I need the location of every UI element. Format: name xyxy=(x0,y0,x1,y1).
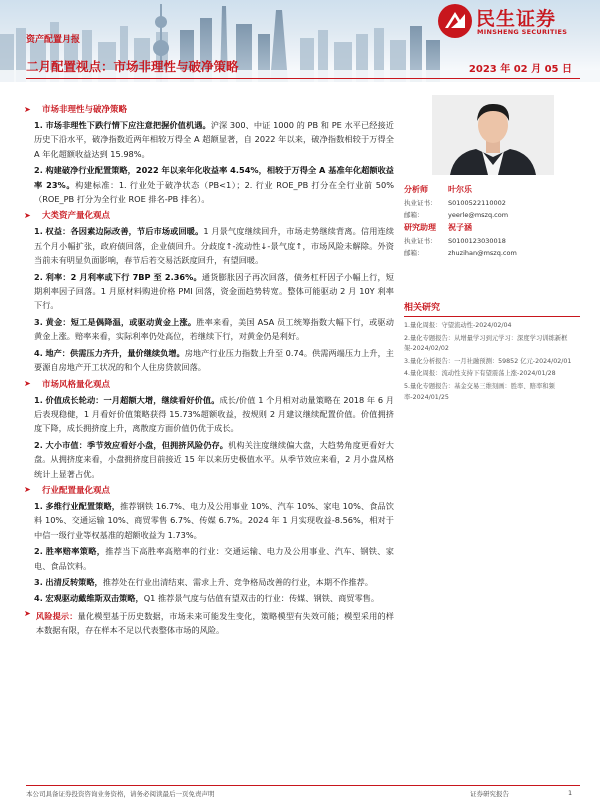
report-date: 2023 年 02 月 05 日 xyxy=(468,64,572,75)
analyst-email-row: 邮箱： yeerle@mszq.com xyxy=(404,211,509,219)
paragraph: 3. 黄金：短工是偶降温，或驱动黄金上涨。胜率来看，美国 ASA 员工统筹指数大幅下行，或驱动黄金上涨。赔率来看，实际利率仍处高位，若继续下行，对黄金仍是利好。 xyxy=(34,316,394,342)
risk-text: 风险提示：量化模型基于历史数据，市场未来可能发生变化，策略模型有失效可能；模型采用的样本数据有限，存在样本不足以代表整体市场的风险。 xyxy=(35,610,394,636)
analyst-photo xyxy=(432,95,554,175)
section-heading-text: 市场风格量化观点 xyxy=(42,379,111,390)
section-heading-text: 大类资产量化观点 xyxy=(42,211,111,222)
footer-divider xyxy=(26,785,580,786)
paragraph: 1. 多维行业配置策略，推荐钢铁 16.7%、电力及公用事业 10%、汽车 10%、家电 10%、食品饮料 10%、交通运输 10%、商贸零售 6.7%、传媒 6.7%。2024 年 1 月实现收益-8.56%，相对于中信一级行业等权基准的超额收益为 1.73%。 xyxy=(34,500,394,540)
paragraph: 1. 价值成长轮动：一月超额大增，继续看好价值。成长/价值 1 个月相对动量策略在 2018 年 6 月后表现稳健，1 月看好价值策略获得 15.73%超额收益，按规则 2 月建议继续配置价值。价值拥挤度下降，成长拥挤度上升，离散度方面价值仍优于成长。 xyxy=(34,394,394,434)
main-content xyxy=(24,100,394,641)
related-research xyxy=(404,300,580,405)
arrow-icon: ➤ xyxy=(24,608,31,618)
analyst-portrait-image xyxy=(432,95,554,175)
header-banner xyxy=(0,0,600,82)
paragraph: 2. 构建破净行业配置策略，2022 年以来年化收益率 4.54%，相较于万得全 A 基准年化超额收益率 23%。构建标准：1. 行业处于破净状态（PB<1）；2. 行业 ROE_PB 打分在全行业前 50%（ROE_PB 打分为全行业 ROE 排名-PB 排名）。 xyxy=(34,165,394,205)
related-research-link[interactable]: 1.量化周报：守望流动性-2024/02/04 xyxy=(404,322,512,329)
page-number: 1 xyxy=(568,789,573,797)
assistant-role-row: 研究助理 祝子涵 xyxy=(404,223,472,232)
arrow-icon: ➤ xyxy=(24,104,31,114)
related-research-link[interactable]: 5.量化专题报告：基金交易三维刻画：胜率、赔率和频率-2024/01/25 xyxy=(404,382,555,401)
logo-text-en: MINSHENG SECURITIES xyxy=(477,28,568,36)
section-heading-text: 行业配置量化观点 xyxy=(42,485,111,496)
section-heading xyxy=(24,209,394,221)
assistant-email-link[interactable]: zhuzihan@mszq.com xyxy=(448,249,517,257)
related-research-link[interactable]: 2.量化专题报告：从增量学习到元学习：深度学习训练新框架-2024/02/02 xyxy=(404,334,568,353)
footer-disclaimer: 本公司具备证券投资咨询业务资格，请务必阅读最后一页免责声明 xyxy=(26,790,215,798)
paragraph: 4. 地产：供需压力齐升，量价继续负增。房地产行业压力指数上升至 0.74。供需两端压力上升，主要源自房地产开工状况的和个人住房贷款回落。 xyxy=(34,347,394,373)
related-research-link[interactable]: 4.量化周报：流动性支持下有望震荡上涨-2024/01/28 xyxy=(404,370,556,378)
report-title: 二月配置视点：市场非理性与破净策略 xyxy=(26,59,239,74)
assistant-cert-row: 执业证书： S0100123030018 xyxy=(404,237,506,245)
related-research-heading: 相关研究 xyxy=(404,300,580,317)
analyst-info xyxy=(404,183,580,259)
analyst-cert-row: 执业证书： S0100522110002 xyxy=(404,199,506,207)
paragraph: 2. 大小市值：季节效应看好小盘，但拥挤风险仍存。机构关注度继续偏大盘，大趋势角度更看好大盘。从拥挤度来看，小盘拥挤度目前接近 15 年以来历史极值水平。从季节效应来看，2 月小盘风格统计上显著占优。 xyxy=(34,439,394,479)
company-logo xyxy=(436,2,596,44)
risk-notice xyxy=(24,609,394,638)
arrow-icon: ➤ xyxy=(24,210,31,220)
arrow-icon: ➤ xyxy=(24,485,31,495)
section-heading xyxy=(24,103,394,115)
section-heading xyxy=(24,378,394,390)
analyst-email-link[interactable]: yeerle@mszq.com xyxy=(448,211,509,219)
header-divider xyxy=(26,78,580,79)
paragraph: 3. 出清反转策略，推荐处在行业出清结束、需求上升、竞争格局改善的行业，本期不作推荐。 xyxy=(34,576,373,587)
logo-mark-icon xyxy=(436,2,474,40)
related-research-link[interactable]: 3.量化分析报告：一月社融预测：59852 亿元-2024/02/01 xyxy=(404,357,572,365)
paragraph: 2. 利率：2 月利率或下行 7BP 至 2.36%。通货膨胀因子再次回落，债务杠杆因子小幅上行，短期利率因子回落。1 月原材料购进价格 PMI 回落，资金面趋势转宽。整体可能驱动 2 月 10Y 利率下行。 xyxy=(34,271,394,311)
paragraph: 1. 权益：各因素边际改善，节后市场或回暖。1 月景气度继续回升，市场走势继续背离。信用连续五个月小幅扩张，政府债回落，企业债回升。分歧度↑-流动性↓-景气度↑，市场风险未解除。外资当前未有明显负面影响，春节后若交易活跃度回升，有望回暖。 xyxy=(34,226,394,266)
arrow-icon: ➤ xyxy=(24,379,31,388)
section-heading-text: 市场非理性与破净策略 xyxy=(42,105,128,115)
assistant-email-row: 邮箱： zhuzihan@mszq.com xyxy=(404,249,517,257)
paragraph: 2. 胜率赔率策略，推荐当下高胜率高赔率的行业：交通运输、电力及公用事业、汽车、钢铁、家电、食品饮料。 xyxy=(34,546,394,571)
report-type-label: 资产配置月报 xyxy=(26,35,81,45)
footer-doc-type: 证券研究报告 xyxy=(470,790,509,798)
analyst-role-row: 分析师 叶尔乐 xyxy=(404,185,472,194)
logo-text-cn: 民生证券 xyxy=(476,8,557,30)
paragraph: 4. 宏观驱动戴维斯双击策略，Q1 推荐景气度与估值有望双击的行业：传媒、钢铁、商贸零售。 xyxy=(34,593,380,604)
paragraph: 1. 市场非理性下跌行情下应注意把握价值机遇。沪深 300、中证 1000 的 PB 和 PE 水平已经接近历史下沿水平，破净指数近两年相较万得全 A 超额显著，自 2022 年以来，破净指数相较于万得全 A 年化超额收益达到 15.98%。 xyxy=(34,120,394,159)
section-heading xyxy=(24,484,394,496)
